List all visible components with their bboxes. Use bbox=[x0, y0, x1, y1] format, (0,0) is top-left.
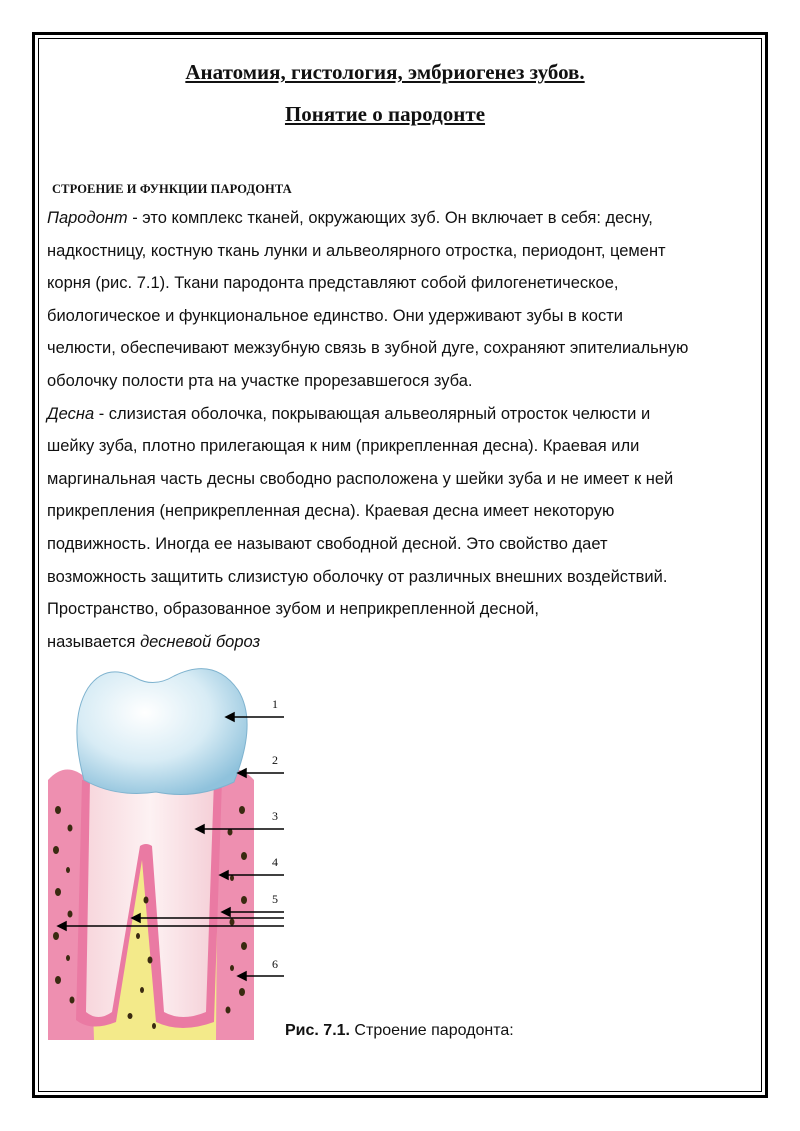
text-line: корня (рис. 7.1). Ткани пародонта представляют собой филогенетическое, bbox=[47, 274, 619, 293]
callout-label-2: 2 bbox=[272, 753, 278, 767]
text-line: шейку зуба, плотно прилегающая к ним (прикрепленная десна). Краевая или bbox=[47, 437, 640, 456]
text-line: называется десневой бороз bbox=[47, 632, 261, 651]
text-line: подвижность. Иногда ее называют свободной десной. Это свойство дает bbox=[47, 534, 608, 553]
text-line: биологическое и функциональное единство. Они удерживают зубы в кости bbox=[47, 306, 624, 325]
page-title-line2: Понятие о пародонте bbox=[284, 102, 486, 126]
section-heading: СТРОЕНИЕ И ФУНКЦИИ ПАРОДОНТА bbox=[52, 182, 292, 196]
tooth-periodontium-illustration bbox=[46, 660, 296, 1040]
body-text bbox=[47, 202, 747, 658]
text-line: маргинальная часть десны свободно расположена у шейки зуба и не имеет к ней bbox=[47, 469, 674, 488]
callout-label-6: 6 bbox=[272, 957, 278, 971]
caption-label: Рис. 7.1. bbox=[285, 1022, 350, 1039]
page-title-line1: Анатомия, гистология, эмбриогенез зубов. bbox=[185, 60, 585, 84]
callout-label-1: 1 bbox=[272, 697, 278, 711]
text-line: Десна - слизистая оболочка, покрывающая альвеолярный отросток челюсти и bbox=[47, 404, 651, 423]
text-line: челюсти, обеспечивают межзубную связь в зубной дуге, сохраняют эпителиальную bbox=[47, 339, 689, 358]
caption-text: Строение пародонта: bbox=[349, 1022, 514, 1039]
text-line: возможность защитить слизистую оболочку от различных внешних воздействий. bbox=[47, 567, 668, 586]
callout-label-4: 4 bbox=[272, 855, 278, 869]
figure-caption bbox=[285, 1022, 514, 1040]
term-sulcus: десневой бороз bbox=[140, 632, 261, 651]
term-parodont: Пародонт bbox=[47, 209, 128, 227]
text-line: прикрепления (неприкрепленная десна). Краевая десна имеет некоторую bbox=[47, 502, 615, 521]
text-line: Пародонт - это комплекс тканей, окружающих зуб. Он включает в себя: десну, bbox=[47, 209, 653, 227]
text-line: оболочку полости рта на участке прорезавшегося зуба. bbox=[47, 371, 473, 390]
text-line: Пространство, образованное зубом и неприкрепленной десной, bbox=[47, 600, 539, 619]
text-line: надкостницу, костную ткань лунки и альвеолярного отростка, периодонт, цемент bbox=[47, 241, 666, 260]
callout-label-3: 3 bbox=[272, 809, 278, 823]
tooth-crown bbox=[77, 669, 247, 795]
term-desna: Десна bbox=[47, 404, 95, 423]
callout-label-5: 5 bbox=[272, 892, 278, 906]
